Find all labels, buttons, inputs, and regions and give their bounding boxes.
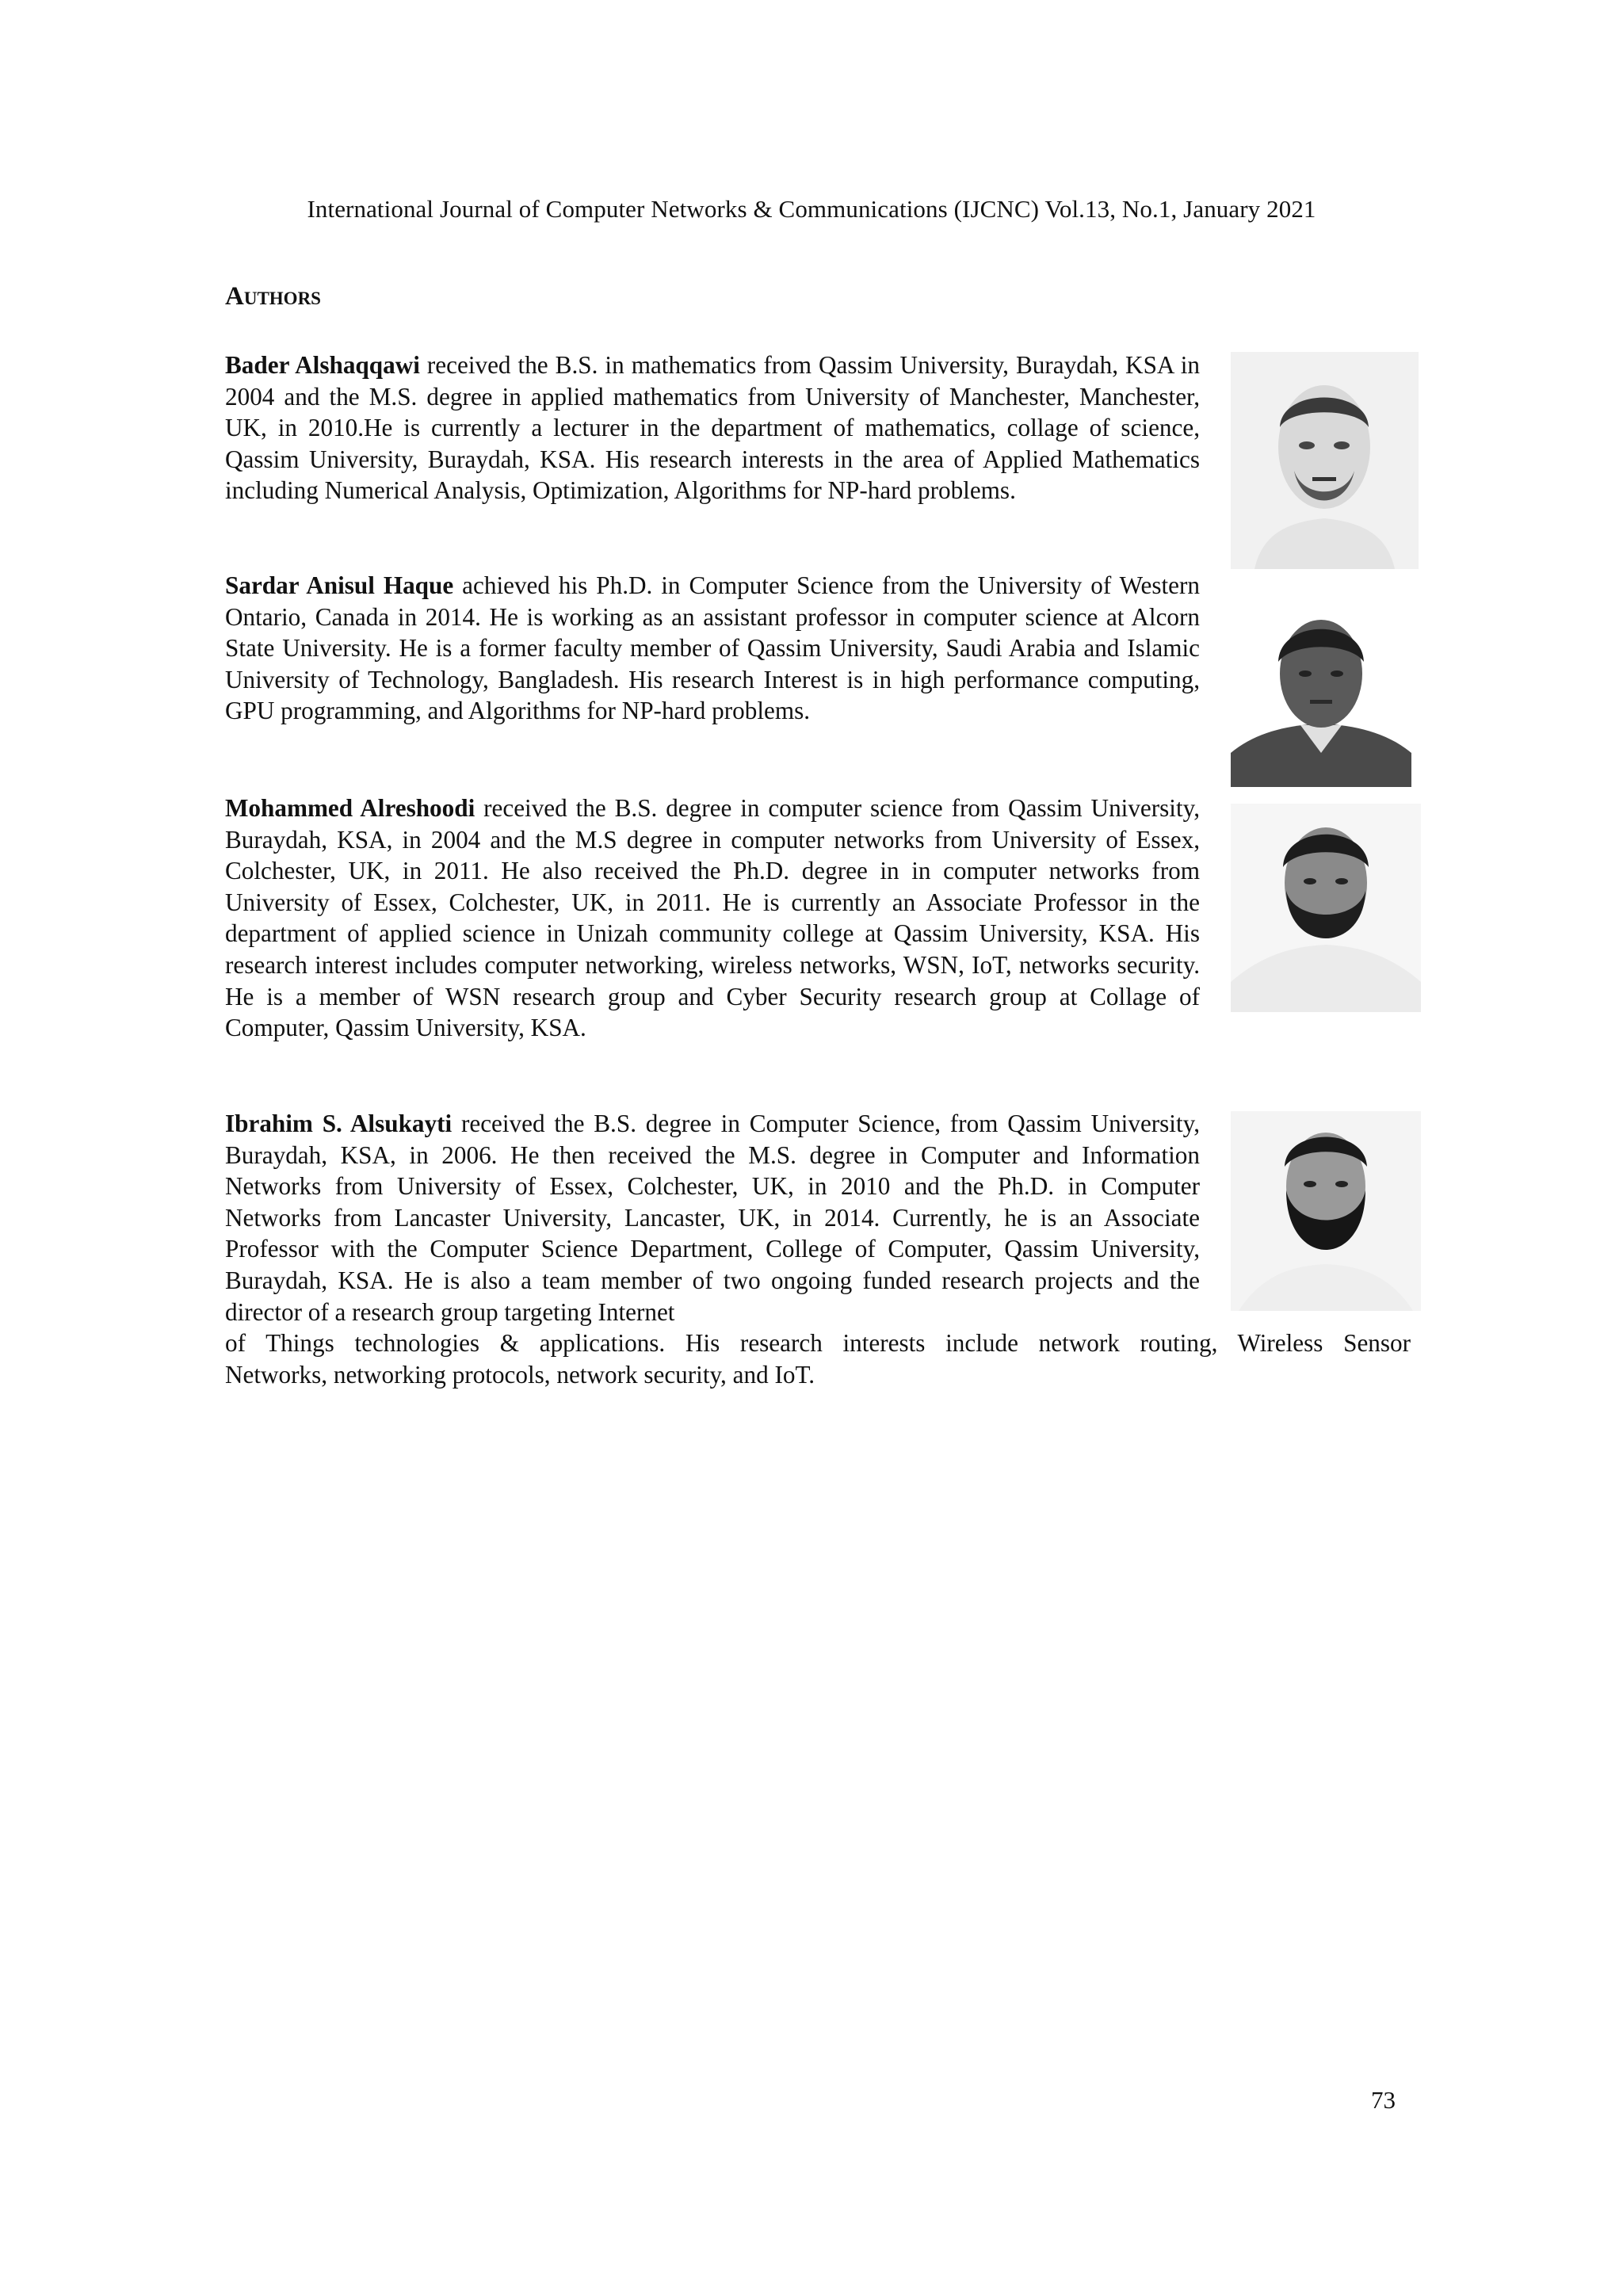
author-bio-text: received the B.S. degree in Computer Science, from Qassim University, Buraydah, KSA, in 2006. He then received the M.S. degree in Computer and Information Networks from University of Essex, Colchester, UK, in 2010 and the Ph.D. in Computer Networks from Lancaster University, Lancaster, UK, in 2014. Currently, he is an Associate Professor with the Computer Science Department, College of Computer, Qassim University, Buraydah, KSA. He is also a team member of two ongoing funded research projects and the director of a research group targeting Internet <box>225 1110 1200 1326</box>
author-name: Sardar Anisul Haque <box>225 571 454 599</box>
author-photo-1 <box>1231 352 1419 569</box>
author-bio-1 <box>225 350 1200 506</box>
author-photo-2 <box>1231 606 1411 787</box>
page-number: 73 <box>1371 2086 1396 2114</box>
author-name: Ibrahim S. Alsukayti <box>225 1110 453 1137</box>
author-bio-2 <box>225 570 1200 727</box>
author-bio-4 <box>225 1108 1200 1328</box>
author-name: Bader Alshaqqawi <box>225 351 420 379</box>
author-bio-4-tail-2: Networks, networking protocols, network security, and IoT. <box>225 1361 815 1389</box>
author-bio-text: received the B.S. in mathematics from Qassim University, Buraydah, KSA in 2004 and the M.S. degree in applied mathematics from University of Manchester, Manchester, UK, in 2010.He is currently a lecturer in the department of mathematics, collage of science, Qassim University, Buraydah, KSA. His research interests in the area of Applied Mathematics including Numerical Analysis, Optimization, Algorithms for NP-hard problems. <box>225 351 1201 505</box>
author-bio-text: received the B.S. degree in computer science from Qassim University, Buraydah, KSA, in 2004 and the M.S degree in computer networks from University of Essex, Colchester, UK, in 2011. He also received the Ph.D. degree in in computer networks from University of Essex, Colchester, UK, in 2011. He is currently an Associate Professor in the department of applied science in Unizah community college at Qassim University, KSA. His research interest includes computer networking, wireless networks, WSN, IoT, networks security. He is a member of WSN research group and Cyber Security research group at Collage of Computer, Qassim University, KSA. <box>225 794 1200 1042</box>
author-bio-4-tail-1: of Things technologies & applications. His research interests include network routing, Wireless Sensor <box>225 1329 1411 1357</box>
author-photo-3 <box>1231 804 1421 1012</box>
author-name: Mohammed Alreshoodi <box>225 794 475 822</box>
section-heading: Authors <box>225 282 321 311</box>
author-bio-text: achieved his Ph.D. in Computer Science from the University of Western Ontario, Canada in 2014. He is working as an assistant professor in computer science at Alcorn State University. He is a former faculty member of Qassim University, Saudi Arabia and Islamic University of Technology, Bangladesh. His research Interest is in high performance computing, GPU programming, and Algorithms for NP-hard problems. <box>225 571 1201 725</box>
running-header: International Journal of Computer Networks & Communications (IJCNC) Vol.13, No.1, January 2021 <box>307 195 1316 223</box>
author-photo-4 <box>1231 1111 1421 1311</box>
author-bio-3 <box>225 793 1200 1044</box>
